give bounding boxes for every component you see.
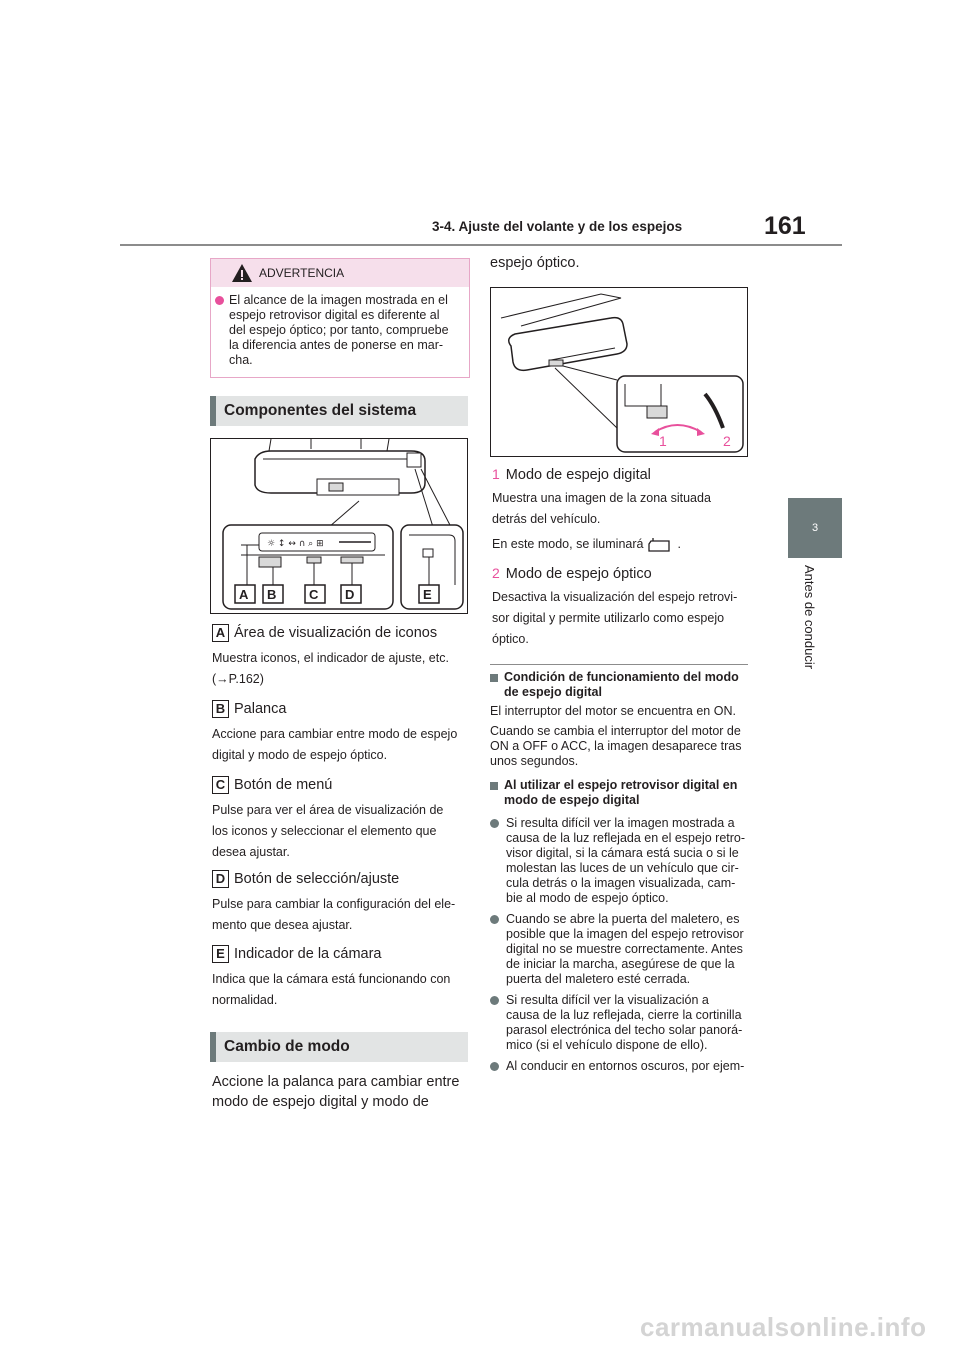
item-desc-e-2: normalidad. (212, 993, 278, 1007)
component-item-a (212, 624, 472, 690)
mirror-components-diagram (210, 438, 468, 614)
mode-2-desc-1: Desactiva la visualización del espejo retrovi- (492, 590, 738, 604)
mode-change-heading: Cambio de modo (210, 1032, 468, 1062)
item-desc-b-2: digital y modo de espejo óptico. (212, 748, 388, 762)
mode-change-intro (212, 1072, 459, 1112)
note-para-1: El interruptor del motor se encuentra en ON. (490, 704, 736, 718)
mode-intro-line-2: modo de espejo digital y modo de (212, 1094, 429, 1110)
bullet-icon (490, 1062, 499, 1071)
chapter-tab: 3 (788, 498, 842, 558)
callout-a: A (239, 587, 249, 602)
note-bullet-4: Al conducir en entornos oscuros, por ejem- (490, 1059, 752, 1074)
square-bullet-icon (490, 782, 498, 790)
mode-2-desc-3: óptico. (492, 632, 529, 646)
item-desc-d-1: Pulse para cambiar la configuración del ele- (212, 897, 456, 911)
page-number: 161 (764, 212, 806, 240)
component-item-c (212, 776, 472, 863)
mode-2-title: Modo de espejo óptico (505, 566, 652, 582)
label-b: B (212, 700, 229, 718)
notes-section (490, 670, 752, 1074)
component-item-d (212, 870, 472, 936)
mode-2-number: 2 (492, 565, 500, 581)
diagram-label-2: 2 (723, 433, 731, 449)
mode-1 (492, 466, 752, 555)
warning-title: ADVERTENCIA (259, 266, 345, 280)
bullet-icon (490, 996, 499, 1005)
component-item-b (212, 700, 472, 766)
warning-text: El alcance de la imagen mostrada en el espejo retrovisor digital es diferente al del espejo óptico; por tanto, compruebe la diferencia antes de ponerse en mar- cha. (229, 293, 449, 367)
bullet-icon (215, 296, 224, 305)
component-item-e (212, 945, 472, 1011)
item-title-b: Palanca (234, 701, 287, 717)
lever-diagram-graphic (491, 288, 747, 456)
warning-text-block (211, 287, 469, 368)
note-bullet-2: Cuando se abre la puerta del maletero, es posible que la imagen del espejo retrovisor digital no se muestre correctamente. Antes de iniciar la marcha, asegúrese de que la puerta del maletero esté cerrada. (490, 912, 752, 987)
watermark: carmanualsonline.info (640, 1312, 927, 1342)
bullet-icon (490, 819, 499, 828)
callout-d: D (345, 587, 355, 602)
mode-1-desc-1: Muestra una imagen de la zona situada (492, 491, 711, 505)
item-desc-c-1: Pulse para ver el área de visualización de (212, 803, 444, 817)
mirror-lever-diagram (490, 287, 748, 457)
note-heading-1: Condición de funcionamiento del modo de espejo digital (490, 670, 752, 700)
note-bullet-3: Si resulta difícil ver la visualización a causa de la luz reflejada, cierre la cortinilla parasol electrónica del techo solar panorá- mico (si el vehículo dispone de ello). (490, 993, 752, 1053)
warning-triangle-icon (231, 263, 253, 283)
callout-e: E (423, 587, 432, 602)
chapter-label: Antes de conducir (802, 565, 817, 670)
label-c: C (212, 776, 229, 794)
mode-1-title: Modo de espejo digital (505, 467, 651, 483)
note-heading-2: Al utilizar el espejo retrovisor digital en modo de espejo digital (490, 778, 752, 808)
item-title-d: Botón de selección/ajuste (234, 871, 400, 887)
item-title-e: Indicador de la cámara (234, 946, 382, 962)
callout-c: C (309, 587, 319, 602)
header-rule (120, 244, 842, 246)
warning-header (211, 259, 469, 287)
mode-intro-line-1: Accione la palanca para cambiar entre (212, 1074, 460, 1090)
components-heading: Componentes del sistema (210, 396, 468, 426)
notes-divider (490, 664, 748, 665)
section-title: 3-4. Ajuste del volante y de los espejos (432, 219, 683, 234)
square-bullet-icon (490, 674, 498, 682)
callout-b: B (267, 587, 277, 602)
mode-2 (492, 565, 752, 650)
item-desc-c-3: desea ajustar. (212, 845, 290, 859)
mirror-diagram-graphic (211, 439, 467, 613)
note-para-2: Cuando se cambia el interruptor del motor de ON a OFF o ACC, la imagen desaparece tras unos segundos. (490, 724, 742, 768)
svg-text:☼ ↕ ↔ ∩ ⌕ ⊞: ☼ ↕ ↔ ∩ ⌕ ⊞ (267, 539, 324, 549)
diagram-label-1: 1 (659, 433, 667, 449)
mode-intro-cont: espejo óptico. (490, 255, 580, 271)
item-desc-c-2: los iconos y seleccionar el elemento que (212, 824, 437, 838)
note-bullet-1: Si resulta difícil ver la imagen mostrada a causa de la luz reflejada en el espejo retro- visor digital, si la cámara está sucia o si le molestan las luces de un vehículo que cir- cula detrás o la imagen visualizada, cam- bie al modo de espejo óptico. (490, 816, 752, 906)
mode-2-desc-2: sor digital y permite utilizarlo como espejo (492, 611, 725, 625)
label-a: A (212, 624, 229, 642)
mode-1-desc-2: detrás del vehículo. (492, 512, 601, 526)
item-desc-d-2: mento que desea ajustar. (212, 918, 353, 932)
label-e: E (212, 945, 229, 963)
mode-1-number: 1 (492, 466, 500, 482)
label-d: D (212, 870, 229, 888)
item-desc-e-1: Indica que la cámara está funcionando con (212, 972, 451, 986)
item-desc-a-2: (→P.162) (212, 672, 264, 686)
digital-mirror-indicator-icon (647, 537, 673, 553)
item-title-c: Botón de menú (234, 777, 333, 793)
warning-box (210, 258, 470, 378)
mode-1-extra-end: . (677, 537, 681, 551)
item-desc-a-1: Muestra iconos, el indicador de ajuste, etc. (212, 651, 449, 665)
mode-1-extra: En este modo, se iluminará (492, 537, 644, 551)
item-desc-b-1: Accione para cambiar entre modo de espejo (212, 727, 458, 741)
bullet-icon (490, 915, 499, 924)
item-title-a: Área de visualización de iconos (234, 625, 438, 641)
